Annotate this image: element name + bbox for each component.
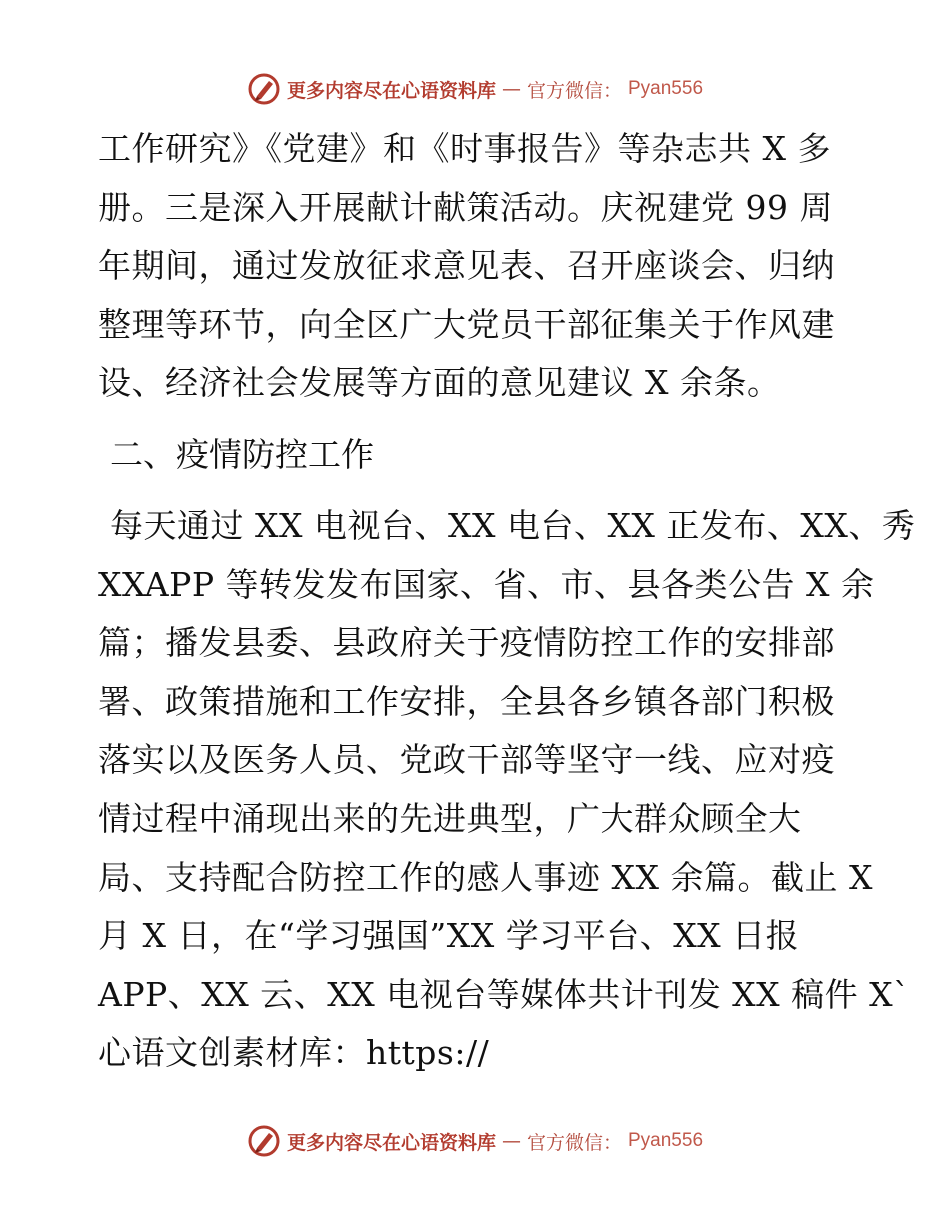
text-line: 年期间，通过发放征求意见表、召开座谈会、归纳	[98, 246, 835, 286]
watermark-wechat-id: Pyan556	[628, 1130, 704, 1151]
watermark-dash: —	[501, 1130, 521, 1152]
section-heading: 二、疫情防控工作	[110, 434, 374, 474]
watermark-wechat-label: 官方微信：	[526, 79, 622, 102]
text-line: 篇；播发县委、县政府关于疫情防控工作的安排部	[98, 623, 835, 663]
text-line: 整理等环节，向全区广大党员干部征集关于作风建	[98, 304, 835, 344]
watermark-wechat-id: Pyan556	[628, 78, 704, 99]
document-body	[98, 120, 916, 1083]
text-line: 设、经济社会发展等方面的意见建议 X 余条。	[98, 363, 781, 403]
text-line: 工作研究》《党建》和《时事报告》等杂志共 X 多	[98, 129, 831, 168]
paragraph-1	[98, 120, 858, 413]
text-line: 落实以及医务人员、党政干部等坚守一线、应对疫	[98, 740, 835, 780]
footer-watermark	[0, 1124, 950, 1158]
paragraph-2	[98, 497, 916, 1083]
watermark-brand: 更多内容尽在心语资料库	[286, 1131, 496, 1154]
text-line: 情过程中涌现出来的先进典型，广大群众顾全大	[98, 798, 802, 838]
text-line: 署、政策措施和工作安排，全县各乡镇各部门积极	[98, 681, 835, 721]
watermark-dash: —	[501, 78, 521, 100]
watermark-brand: 更多内容尽在心语资料库	[286, 79, 496, 102]
header-watermark	[0, 72, 950, 106]
text-line: 月 X 日，在“学习强国”XX 学习平台、XX 日报	[98, 916, 800, 956]
text-line: 局、支持配合防控工作的感人事迹 XX 余篇。截止 X	[98, 857, 873, 897]
text-line: APP、XX 云、XX 电视台等媒体共计刊发 XX 稿件 X`	[98, 974, 911, 1014]
pen-logo-icon	[247, 72, 281, 106]
pen-logo-icon	[247, 1124, 281, 1158]
text-line: 每天通过 XX 电视台、XX 电台、XX 正发布、XX、秀	[110, 505, 916, 545]
watermark-wechat-label: 官方微信：	[526, 1131, 622, 1154]
text-line: 心语文创素材库：https://	[98, 1033, 490, 1073]
text-line: XXAPP 等转发发布国家、省、市、县各类公告 X 余	[98, 564, 875, 604]
text-line: 册。三是深入开展献计献策活动。庆祝建党 99 周	[98, 187, 833, 227]
